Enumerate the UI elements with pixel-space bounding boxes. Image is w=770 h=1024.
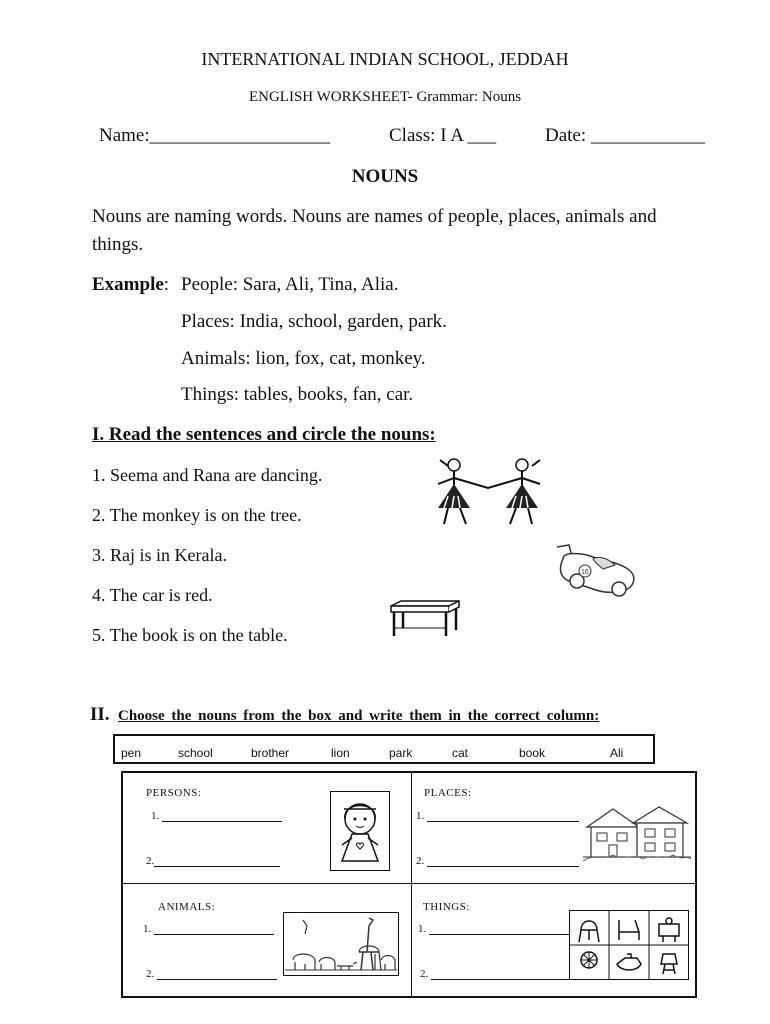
persons-item-1 [151,810,282,822]
things-item-2 [420,968,581,980]
persons-item-2-num: 2. [146,855,155,867]
things-label: THINGS: [423,901,470,913]
word-pen: pen [121,746,142,760]
sentence-5: 5. The book is on the table. [92,625,288,645]
sentence-4: 4. The car is red. [92,585,213,605]
persons-item-1-num: 1. [151,810,160,822]
example-label: Example: [92,274,170,295]
things-item-1-num: 1. [418,923,427,935]
animals-label: ANIMALS: [158,901,216,913]
furniture-grid-icon [569,910,689,980]
places-item-2-num: 2. [416,855,425,867]
animals-item-1 [143,923,274,935]
things-blank-2[interactable] [431,969,581,980]
animals-blank-1[interactable] [154,924,274,935]
row-divider [123,883,695,884]
race-car-icon [553,541,639,599]
example-places: Places: India, school, garden, park. [181,311,447,332]
sentence-1: 1. Seema and Rana are dancing. [92,465,323,485]
example-label-text: Example [92,274,164,295]
things-blank-1[interactable] [429,924,569,935]
sentence-2: 2. The monkey is on the tree. [92,505,302,525]
word-ali: Ali [610,746,624,760]
section2-title: Choose the nouns from the box and write them in the correct column: [118,708,600,724]
girl-icon [330,791,390,871]
persons-label: PERSONS: [146,787,202,799]
animals-icon [283,912,399,976]
example-animals: Animals: lion, fox, cat, monkey. [181,348,426,369]
places-item-1 [416,810,579,822]
word-box [113,734,655,764]
places-label: PLACES: [424,787,472,799]
worksheet-subtitle: ENGLISH WORKSHEET- Grammar: Nouns [248,89,522,105]
table-icon [389,600,461,640]
persons-blank-2[interactable] [154,856,280,867]
word-book: book [519,746,546,760]
section2-number: II. [90,704,110,725]
animals-blank-2[interactable] [157,969,277,980]
word-cat: cat [452,746,469,760]
house-icon [583,803,693,863]
animals-item-2-num: 2. [146,968,155,980]
persons-item-2 [146,855,280,867]
word-brother: brother [251,746,290,760]
example-people: People: Sara, Ali, Tina, Alia. [181,274,399,295]
things-item-1 [418,923,569,935]
definition-text: Nouns are naming words. Nouns are names of people, places, animals and things. [92,206,657,255]
animals-item-1-num: 1. [143,923,152,935]
school-name: INTERNATIONAL INDIAN SCHOOL, JEDDAH [201,49,569,69]
noun-columns-table [121,771,697,998]
section1-title: I. Read the sentences and circle the nouns: [92,424,436,445]
page-title: NOUNS [351,166,419,187]
places-item-2 [416,855,579,867]
sentence-3: 3. Raj is in Kerala. [92,545,227,565]
persons-blank-1[interactable] [162,811,282,822]
word-school: school [178,746,213,760]
places-item-1-num: 1. [416,810,425,822]
word-park: park [389,746,413,760]
date-field: Date: ____________ [545,125,705,146]
places-blank-2[interactable] [427,856,579,867]
word-lion: lion [331,746,350,760]
name-field: Name:___________________ [99,125,331,146]
svg-text:16: 16 [581,569,589,576]
animals-item-2 [146,968,277,980]
things-item-2-num: 2. [420,968,429,980]
places-blank-1[interactable] [427,811,579,822]
class-field: Class: I A ___ [389,125,497,146]
column-divider [411,773,412,996]
example-things: Things: tables, books, fan, car. [181,384,414,405]
dancing-girls-icon [432,456,547,528]
